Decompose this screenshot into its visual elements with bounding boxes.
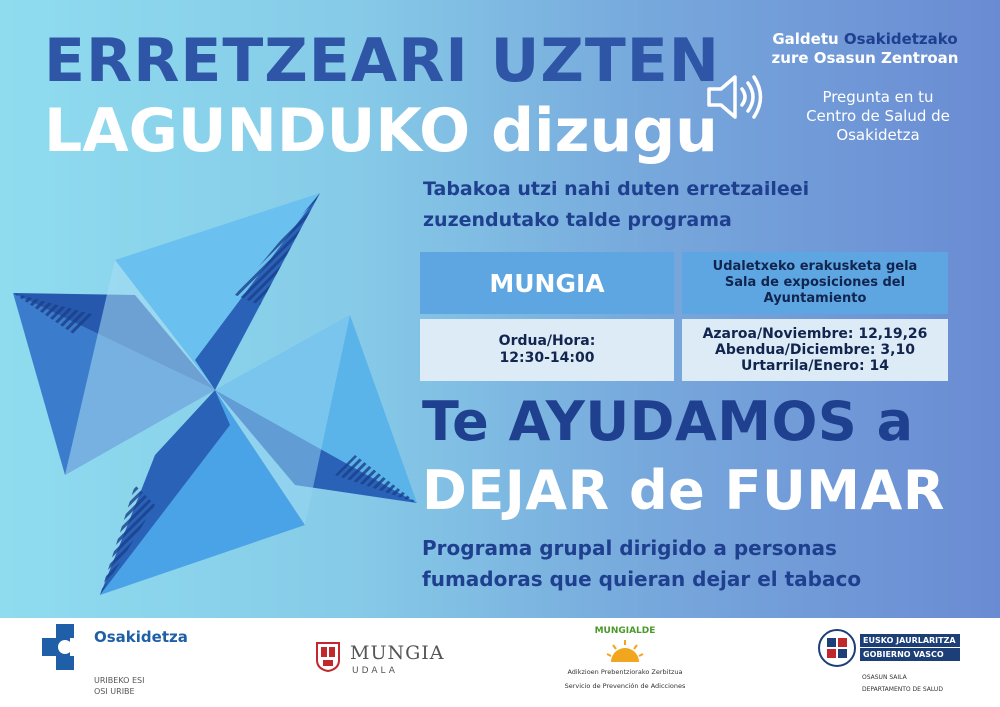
mungia-shield-icon	[316, 642, 340, 672]
place-line1: Udaletxeko erakusketa gela	[712, 259, 918, 274]
subtitle-eu-line2: zuzendutako talde programa	[423, 209, 732, 231]
title-line-eu: ERRETZEARI UZTEN	[44, 26, 720, 96]
gv-name-es: GOBIERNO VASCO	[860, 648, 960, 661]
hour-label: Ordua/Hora:	[498, 333, 596, 349]
date-line1: Azaroa/Noviembre: 12,19,26	[702, 326, 928, 342]
mungialde-title: MUNGIALDE	[594, 626, 656, 636]
gv-department-es: DEPARTAMENTO DE SALUD	[862, 686, 943, 693]
title-line-eu-2: LAGUNDUKO dizugu	[44, 96, 718, 166]
mungia-name: MUNGIA	[350, 642, 445, 664]
ask-es-line1: Pregunta en tu	[822, 88, 934, 106]
pinwheel-illustration	[5, 185, 425, 605]
speaker-icon	[705, 70, 767, 124]
osakidetza-esi-es: OSI URIBE	[94, 687, 135, 696]
osakidetza-cross-icon	[42, 624, 88, 670]
osakidetza-esi-eu: URIBEKO ESI	[94, 676, 145, 685]
ask-eu-highlight: Osakidetzako	[843, 30, 958, 48]
hour-value: 12:30-14:00	[499, 350, 595, 366]
headline-es-line1: Te AYUDAMOS a	[422, 390, 914, 453]
mungialde-line-es: Servicio de Prevención de Adicciones	[564, 682, 686, 690]
place-cell	[682, 252, 948, 314]
subtitle-eu-line1: Tabakoa utzi nahi duten erretzaileei	[423, 178, 810, 200]
gobierno-vasco-emblem-icon	[818, 628, 856, 668]
date-line2: Abendua/Diciembre: 3,10	[715, 342, 915, 358]
place-line3: Ayuntamiento	[763, 291, 867, 306]
hour-cell	[420, 319, 674, 381]
gv-department-eu: OSASUN SAILA	[862, 674, 907, 681]
ask-eu-prefix: Galdetu	[772, 30, 839, 48]
footer-logos	[0, 618, 1000, 707]
place-line2: Sala de exposiciones del	[724, 275, 906, 290]
subtitle-es-line2: fumadoras que quieran dejar el tabaco	[422, 567, 862, 591]
ask-es-line3: Osakidetza	[836, 126, 920, 144]
subtitle-es-line1: Programa grupal dirigido a personas	[422, 536, 837, 560]
gobierno-vasco-logo	[818, 626, 968, 698]
date-line3: Urtarrila/Enero: 14	[741, 358, 889, 374]
subtitle-es	[422, 533, 982, 595]
dates-cell	[682, 319, 948, 381]
subtitle-eu	[423, 174, 943, 236]
gv-name-eu: EUSKO JAURLARITZA	[860, 634, 960, 647]
headline-es-line2: DEJAR de FUMAR	[422, 459, 945, 522]
mungialde-logo	[560, 626, 690, 698]
ask-osakidetza-es	[778, 88, 978, 145]
osakidetza-name: Osakidetza	[94, 628, 188, 646]
ask-osakidetza-eu	[740, 30, 990, 68]
mungia-udala: UDALA	[352, 666, 398, 676]
mungialde-line-eu: Adikzioen Prebentziorako Zerbitzua	[567, 668, 683, 676]
town-cell: MUNGIA	[420, 252, 674, 314]
ask-eu-line2: zure Osasun Zentroan	[771, 49, 959, 67]
sun-icon	[605, 638, 645, 664]
ask-es-line2: Centro de Salud de	[806, 107, 950, 125]
